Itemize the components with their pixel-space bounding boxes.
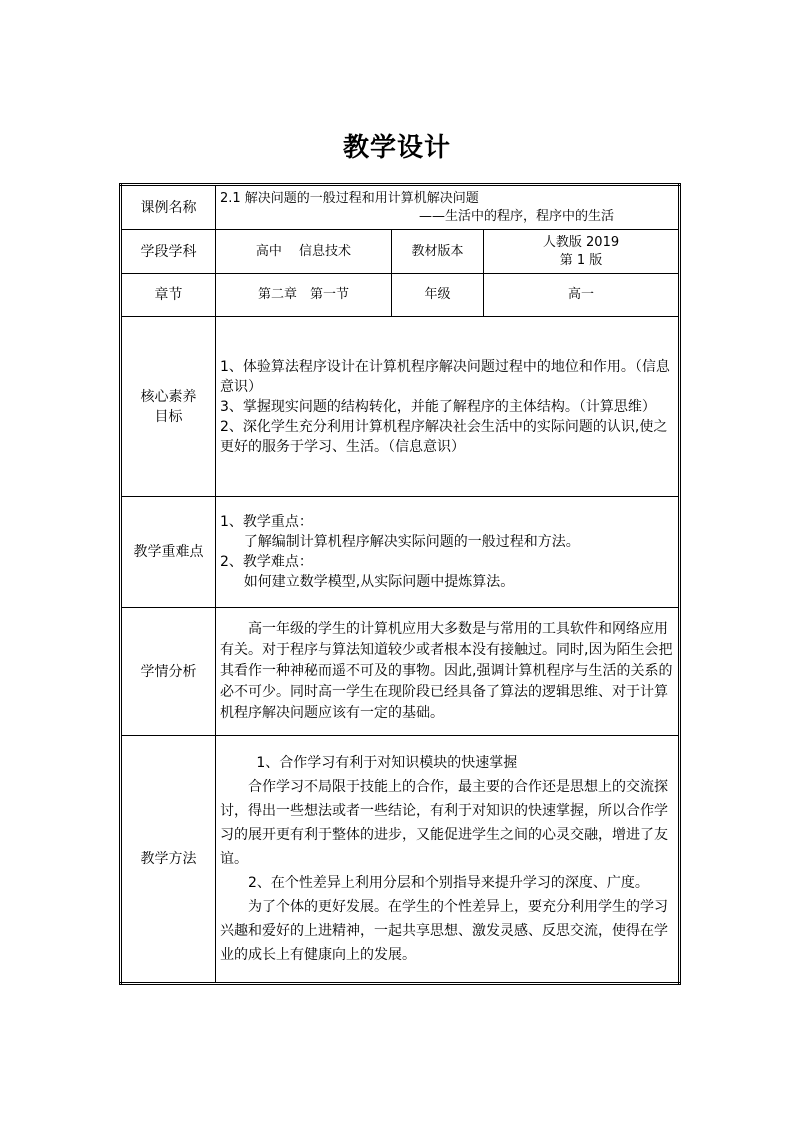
grade-value: 高一 bbox=[484, 274, 680, 317]
lesson-name: 2.1 解决问题的一般过程和用计算机解决问题 bbox=[220, 190, 479, 206]
row-lesson-name bbox=[121, 185, 680, 230]
edition-line-2: 第 1 版 bbox=[559, 252, 603, 268]
method-paragraph: 为了个体的更好发展。在学生的个性差异上，要充分利用学生的学习兴趣和爱好的上进精神，一起共享思想、激发灵感、反思交流，使得在学业的成长上有健康向上的发展。 bbox=[220, 899, 668, 963]
literacy-item: 3、掌握现实问题的结构转化，并能了解程序的主体结构。（计算思维） bbox=[220, 398, 656, 415]
textbook-edition-value bbox=[484, 230, 680, 274]
grade-label: 年级 bbox=[392, 274, 484, 317]
core-literacy-label bbox=[121, 317, 216, 497]
learner-analysis-label: 学情分析 bbox=[121, 608, 216, 736]
chapter-label: 章节 bbox=[121, 274, 216, 317]
method-paragraph: 合作学习不局限于技能上的合作，最主要的合作还是思想上的交流探讨，得出一些想法或者一些结论，有利于对知识的快速掌握，所以合作学习的展开更有利于整体的进步，又能促进学生之间的心灵交融，增进了友谊。 bbox=[220, 779, 668, 867]
row-teaching-method bbox=[121, 736, 680, 984]
core-literacy-label-line2: 目标 bbox=[154, 408, 183, 425]
lesson-name-label: 课例名称 bbox=[121, 185, 216, 230]
key-points-label: 教学重难点 bbox=[121, 497, 216, 608]
focus-text: 了解编制计算机程序解决实际问题的一般过程和方法。 bbox=[243, 534, 580, 550]
core-literacy-content bbox=[216, 317, 680, 497]
focus-title: 1、教学重点： bbox=[220, 514, 313, 530]
teaching-method-content bbox=[216, 736, 680, 984]
key-points-content bbox=[216, 497, 680, 608]
edition-line-1: 人教版 2019 bbox=[542, 234, 620, 250]
row-key-points bbox=[121, 497, 680, 608]
textbook-edition-label: 教材版本 bbox=[392, 230, 484, 274]
lesson-name-cell bbox=[216, 185, 680, 230]
row-chapter bbox=[121, 274, 680, 317]
row-stage-subject bbox=[121, 230, 680, 274]
lesson-subtitle: ——生活中的程序，程序中的生活 bbox=[419, 208, 615, 224]
literacy-item: 1、体验算法程序设计在计算机程序解决问题过程中的地位和作用。（信息意识） bbox=[220, 358, 670, 395]
difficulty-title: 2、教学难点： bbox=[220, 554, 313, 570]
core-literacy-label-line1: 核心素养 bbox=[140, 388, 197, 405]
document-title: 教学设计 bbox=[342, 133, 451, 163]
chapter-value: 第二章 第一节 bbox=[216, 274, 392, 317]
learner-analysis-text: 高一年级的学生的计算机应用大多数是与常用的工具软件和网络应用有关。对于程序与算法知道较少或者根本没有接触过。同时,因为陌生会把其看作一种神秘而遥不可及的事物。因此,强调计算机程序与生活的关系的必不可少。同时高一学生在现阶段已经具备了算法的逻辑思维、对于计算机程序解决问题应该有一定的基础。 bbox=[220, 621, 673, 721]
stage-subject-value: 高中 信息技术 bbox=[216, 230, 392, 274]
teaching-method-label: 教学方法 bbox=[121, 736, 216, 984]
difficulty-text: 如何建立数学模型,从实际问题中提炼算法。 bbox=[243, 574, 515, 590]
row-learner-analysis bbox=[121, 608, 680, 736]
learner-analysis-content bbox=[216, 608, 680, 736]
literacy-item: 2、深化学生充分利用计算机程序解决社会生活中的实际问题的认识,使之更好的服务于学习、生活。（信息意识） bbox=[220, 418, 668, 455]
method-paragraph: 1、合作学习有利于对知识模块的快速掌握 bbox=[256, 755, 518, 771]
lesson-design-table bbox=[119, 183, 681, 985]
row-core-literacy bbox=[121, 317, 680, 497]
method-paragraph: 2、在个性差异上利用分层和个别指导来提升学习的深度、广度。 bbox=[248, 875, 649, 891]
stage-subject-label: 学段学科 bbox=[121, 230, 216, 274]
